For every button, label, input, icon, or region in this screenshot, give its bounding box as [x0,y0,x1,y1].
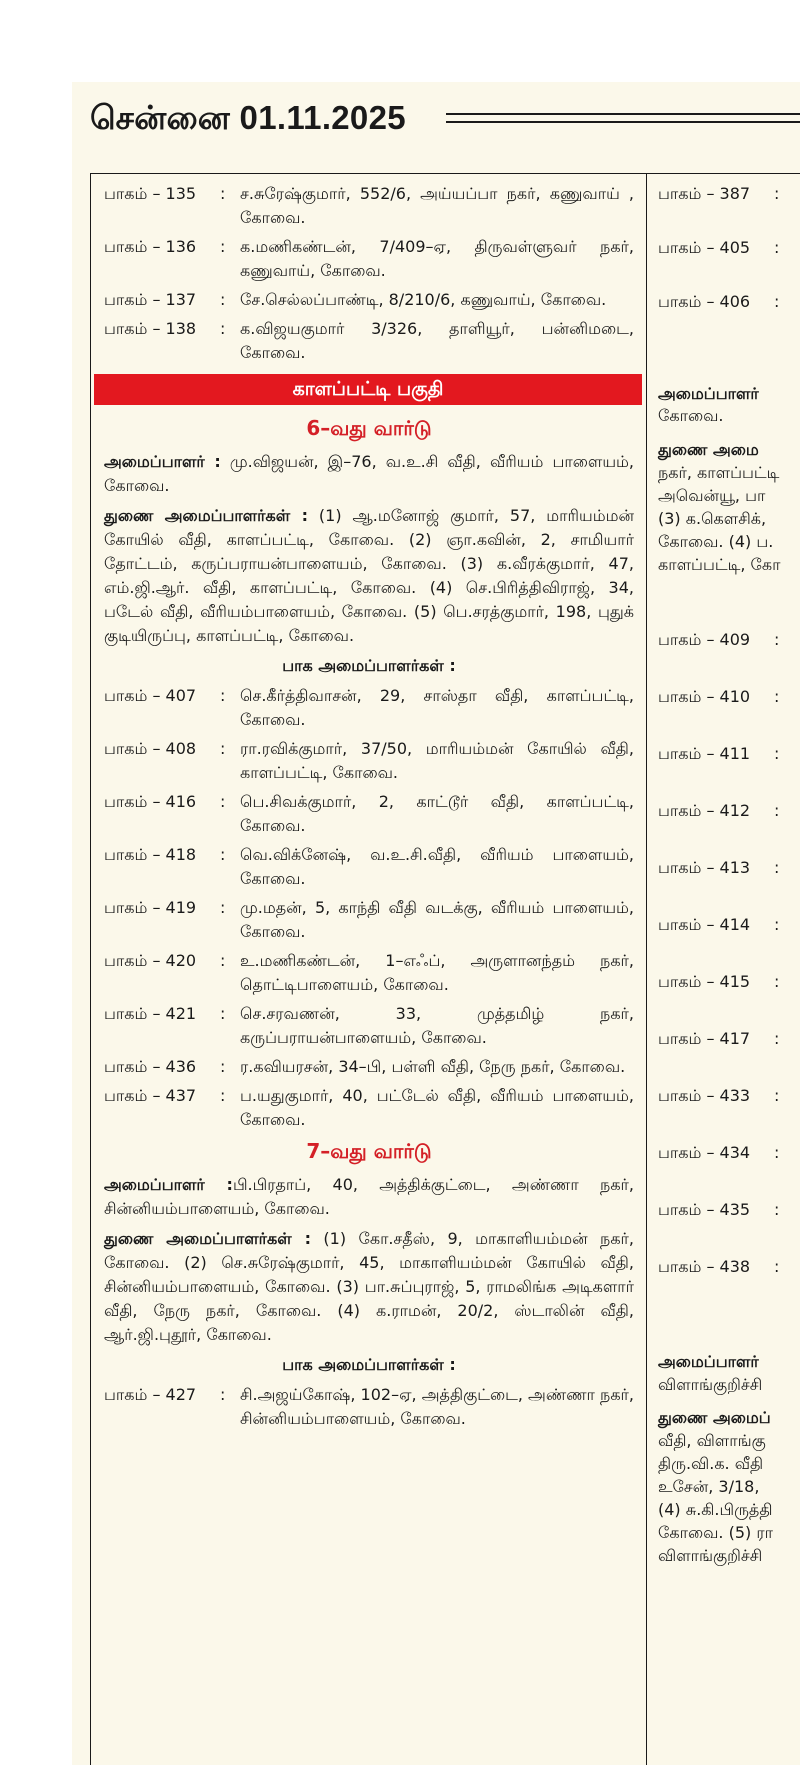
deputy-label: துணை அமைப்பாளர்கள் : [104,1229,311,1248]
part-text: மு.மதன், 5, காந்தி வீதி வடக்கு, வீரியம் பாளையம், கோவை. [240,898,634,941]
header-double-rule [446,113,800,123]
part-label: பாகம் – 137 [104,290,197,309]
part-text: சே.செல்லப்பாண்டி, 8/210/6, கணுவாய், கோவை. [240,290,607,309]
list-item: பாகம் – 427 : சி.அஜய்கோஷ், 102–ஏ, அத்திகுட்டை, அண்ணா நகர், சின்னியம்பாளையம், கோவை. [104,1383,634,1431]
list-item: பாகம் – 411 : [658,742,779,766]
part-text: ர.கவியரசன், 34–பி, பள்ளி வீதி, நேரு நகர், கோவை. [240,1057,626,1076]
part-text: செ.கீர்த்திவாசன், 29, சாஸ்தா வீதி, காளப்பட்டி, கோவை. [240,686,634,729]
list-item: பாகம் – 406 : [658,290,779,314]
deputy-label: துணை அமைப்பாளர்கள் : [104,506,309,525]
part-label: பாகம் – 415 [658,972,751,991]
part-label: பாகம் – 412 [658,801,751,820]
part-text: வெ.விக்னேஷ், வ.உ.சி.வீதி, வீரியம் பாளையம், கோவை. [240,845,634,888]
deputy-line: (3) க.கௌசிக், [658,509,767,528]
ward-6-organizer [104,450,634,498]
part-label: பாகம் – 419 [104,898,197,917]
ward-6-sub-heading: பாக அமைப்பாளர்கள் : [282,656,456,675]
part-text: ச.சுரேஷ்குமார், 552/6, அய்யப்பா நகர், கணுவாய் , கோவை. [240,184,634,227]
part-label: பாகம் – 408 [104,739,197,758]
ward-7-organizer [104,1173,634,1221]
part-text: செ.சரவணன், 33, முத்தமிழ் நகர், கருப்பராயன்பாளையம், கோவை. [240,1004,634,1047]
list-item: பாகம் – 414 : [658,913,779,937]
part-text: உ.மணிகண்டன், 1–எஃப், அருளானந்தம் நகர், தொட்டிபாளையம், கோவை. [240,951,634,994]
deputy-line: கோவை. (5) ரா [658,1523,773,1542]
deputy-line: வீதி, விளாங்கு [658,1431,766,1450]
deputy-line: கோவை. (4) ப. [658,532,774,551]
list-item: பாகம் – 138 : க.விஜயகுமார் 3/326, தாளியூர், பன்னிமடை, கோவை. [104,317,634,365]
list-item: பாகம் – 410 : [658,685,779,709]
part-label: பாகம் – 406 [658,292,751,311]
list-item: பாகம் – 136 : க.மணிகண்டன், 7/409–ஏ, திருவள்ளுவர் நகர், கணுவாய், கோவை. [104,235,634,283]
list-item: பாகம் – 137 : சே.செல்லப்பாண்டி, 8/210/6, கணுவாய், கோவை. [104,288,634,312]
part-label: பாகம் – 387 [658,184,751,203]
list-item: பாகம் – 415 : [658,970,779,994]
part-label: பாகம் – 438 [658,1257,751,1276]
list-item: பாகம் – 438 : [658,1255,779,1279]
deputy-label: துணை அமை [658,440,759,459]
list-item: பாகம் – 435 : [658,1198,779,1222]
part-text: பெ.சிவக்குமார், 2, காட்டூர் வீதி, காளப்பட்டி, கோவை. [240,792,634,835]
deputy-line: காளப்பட்டி, கோ [658,555,781,574]
list-item: பாகம் – 418 : வெ.விக்னேஷ், வ.உ.சி.வீதி, வீரியம் பாளையம், கோவை. [104,843,634,891]
deputy-line: அவென்யூ, பா [658,486,766,505]
list-item: பாகம் – 434 : [658,1141,779,1165]
deputy-line: (4) சு.கி.பிருத்தி [658,1500,773,1519]
part-label: பாகம் – 136 [104,237,197,256]
organizer-text: பி.பிரதாப், 40, அத்திக்குட்டை, அண்ணா நகர், சின்னியம்பாளையம், கோவை. [104,1175,634,1218]
ward-7-deputies [104,1227,634,1347]
part-label: பாகம் – 409 [658,630,751,649]
list-item: பாகம் – 416 : பெ.சிவக்குமார், 2, காட்டூர் வீதி, காளப்பட்டி, கோவை. [104,790,634,838]
list-item: பாகம் – 408 : ரா.ரவிக்குமார், 37/50, மாரியம்மன் கோயில் வீதி, காளப்பட்டி, கோவை. [104,737,634,785]
ward-7-sub-heading: பாக அமைப்பாளர்கள் : [282,1355,456,1374]
deputy-line: விளாங்குறிச்சி [658,1546,763,1565]
part-label: பாகம் – 436 [104,1057,197,1076]
deputy-line: உசேன், 3/18, [658,1477,760,1496]
organizer-label: அமைப்பாளர் [658,384,759,403]
part-label: பாகம் – 405 [658,238,751,257]
part-label: பாகம் – 411 [658,744,751,763]
part-label: பாகம் – 434 [658,1143,751,1162]
part-label: பாகம் – 135 [104,184,197,203]
list-item: பாகம் – 387 : [658,182,779,206]
organizer-line: கோவை. [658,406,724,425]
left-column [104,182,634,1436]
list-item: பாகம் – 417 : [658,1027,779,1051]
part-label: பாகம் – 418 [104,845,197,864]
part-label: பாகம் – 427 [104,1385,197,1404]
list-item: பாகம் – 433 : [658,1084,779,1108]
deputy-line: நகர், காளப்பட்டி [658,463,780,482]
deputy-label: துணை அமைப் [658,1408,771,1427]
column-divider [646,174,647,1765]
part-label: பாகம் – 437 [104,1086,197,1105]
deputy-line: திரு.வி.க. வீதி [658,1454,764,1473]
page-title: சென்னை 01.11.2025 [90,99,406,136]
part-label: பாகம் – 421 [104,1004,197,1023]
list-item: பாகம் – 405 : [658,236,779,260]
organizer-label: அமைப்பாளர் : [104,1175,233,1194]
part-label: பாகம் – 420 [104,951,197,970]
deputy-text: (1) ஆ.மனோஜ் குமார், 57, மாரியம்மன் கோயில் வீதி, காளப்பட்டி, கோவை. (2) ஞா.கவின், 2, சாமியார் தோட்டம், கருப்பராயன்பாளையம், கோவை. (3) க.வீரக்குமார், 47, எம்.ஜி.ஆர். வீதி, காளப்பட்டி, கோவை. (4) செ.பிரித்திவிராஜ், 34, படேல் வீதி, வீரியம்பாளையம், கோவை. (5) பெ.சரத்குமார், 198, புதுக் குடியிருப்பு, காளப்பட்டி, கோவை. [104,506,634,645]
part-label: பாகம் – 416 [104,792,197,811]
part-label: பாகம் – 413 [658,858,751,877]
deputy-text: (1) கோ.சதீஸ், 9, மாகாளியம்மன் நகர், கோவை. (2) செ.சுரேஷ்குமார், 45, மாகாளியம்மன் கோயில் வீதி, சின்னியம்பாளையம், கோவை. (3) பா.சுப்புராஜ், 5, ராமலிங்க அடிகளார் வீதி, நேரு நகர், கோவை. (4) க.ராமன், 20/2, ஸ்டாலின் வீதி, ஆர்.ஜி.புதூர், கோவை. [104,1229,634,1344]
list-item: பாகம் – 436 : ர.கவியரசன், 34–பி, பள்ளி வீதி, நேரு நகர், கோவை. [104,1055,634,1079]
list-item: பாகம் – 419 : மு.மதன், 5, காந்தி வீதி வடக்கு, வீரியம் பாளையம், கோவை. [104,896,634,944]
list-item: பாகம் – 135 : ச.சுரேஷ்குமார், 552/6, அய்யப்பா நகர், கணுவாய் , கோவை. [104,182,634,230]
section-banner: காளப்பட்டி பகுதி [94,374,642,405]
organizer-label: அமைப்பாளர் : [104,452,221,471]
part-label: பாகம் – 433 [658,1086,751,1105]
list-item: பாகம் – 437 : ப.யதுகுமார், 40, பட்டேல் வீதி, வீரியம் பாளையம், கோவை. [104,1084,634,1132]
page-header [90,96,800,140]
list-item: பாகம் – 413 : [658,856,779,880]
part-text: க.மணிகண்டன், 7/409–ஏ, திருவள்ளுவர் நகர், கணுவாய், கோவை. [240,237,634,280]
part-label: பாகம் – 138 [104,319,197,338]
part-label: பாகம் – 435 [658,1200,751,1219]
organizer-text: மு.விஜயன், இ–76, வ.உ.சி வீதி, வீரியம் பாளையம், கோவை. [104,452,635,495]
ward-6-heading: 6–வது வார்டு [306,416,432,440]
part-label: பாகம் – 407 [104,686,197,705]
list-item: பாகம் – 409 : [658,628,779,652]
part-label: பாகம் – 410 [658,687,751,706]
part-label: பாகம் – 414 [658,915,751,934]
ward-6-deputies [104,504,634,648]
newspaper-page [72,82,800,1765]
organizer-label: அமைப்பாளர் [658,1352,759,1371]
part-text: சி.அஜய்கோஷ், 102–ஏ, அத்திகுட்டை, அண்ணா நகர், சின்னியம்பாளையம், கோவை. [240,1385,634,1428]
part-text: ப.யதுகுமார், 40, பட்டேல் வீதி, வீரியம் பாளையம், கோவை. [240,1086,634,1129]
part-label: பாகம் – 417 [658,1029,751,1048]
list-item: பாகம் – 420 : உ.மணிகண்டன், 1–எஃப், அருளானந்தம் நகர், தொட்டிபாளையம், கோவை. [104,949,634,997]
list-item: பாகம் – 407 : செ.கீர்த்திவாசன், 29, சாஸ்தா வீதி, காளப்பட்டி, கோவை. [104,684,634,732]
part-text: க.விஜயகுமார் 3/326, தாளியூர், பன்னிமடை, கோவை. [240,319,634,362]
part-text: ரா.ரவிக்குமார், 37/50, மாரியம்மன் கோயில் வீதி, காளப்பட்டி, கோவை. [240,739,634,782]
list-item: பாகம் – 412 : [658,799,779,823]
organizer-line: விளாங்குறிச்சி [658,1375,763,1394]
list-item: பாகம் – 421 : செ.சரவணன், 33, முத்தமிழ் நகர், கருப்பராயன்பாளையம், கோவை. [104,1002,634,1050]
ward-7-heading: 7–வது வார்டு [306,1139,432,1163]
